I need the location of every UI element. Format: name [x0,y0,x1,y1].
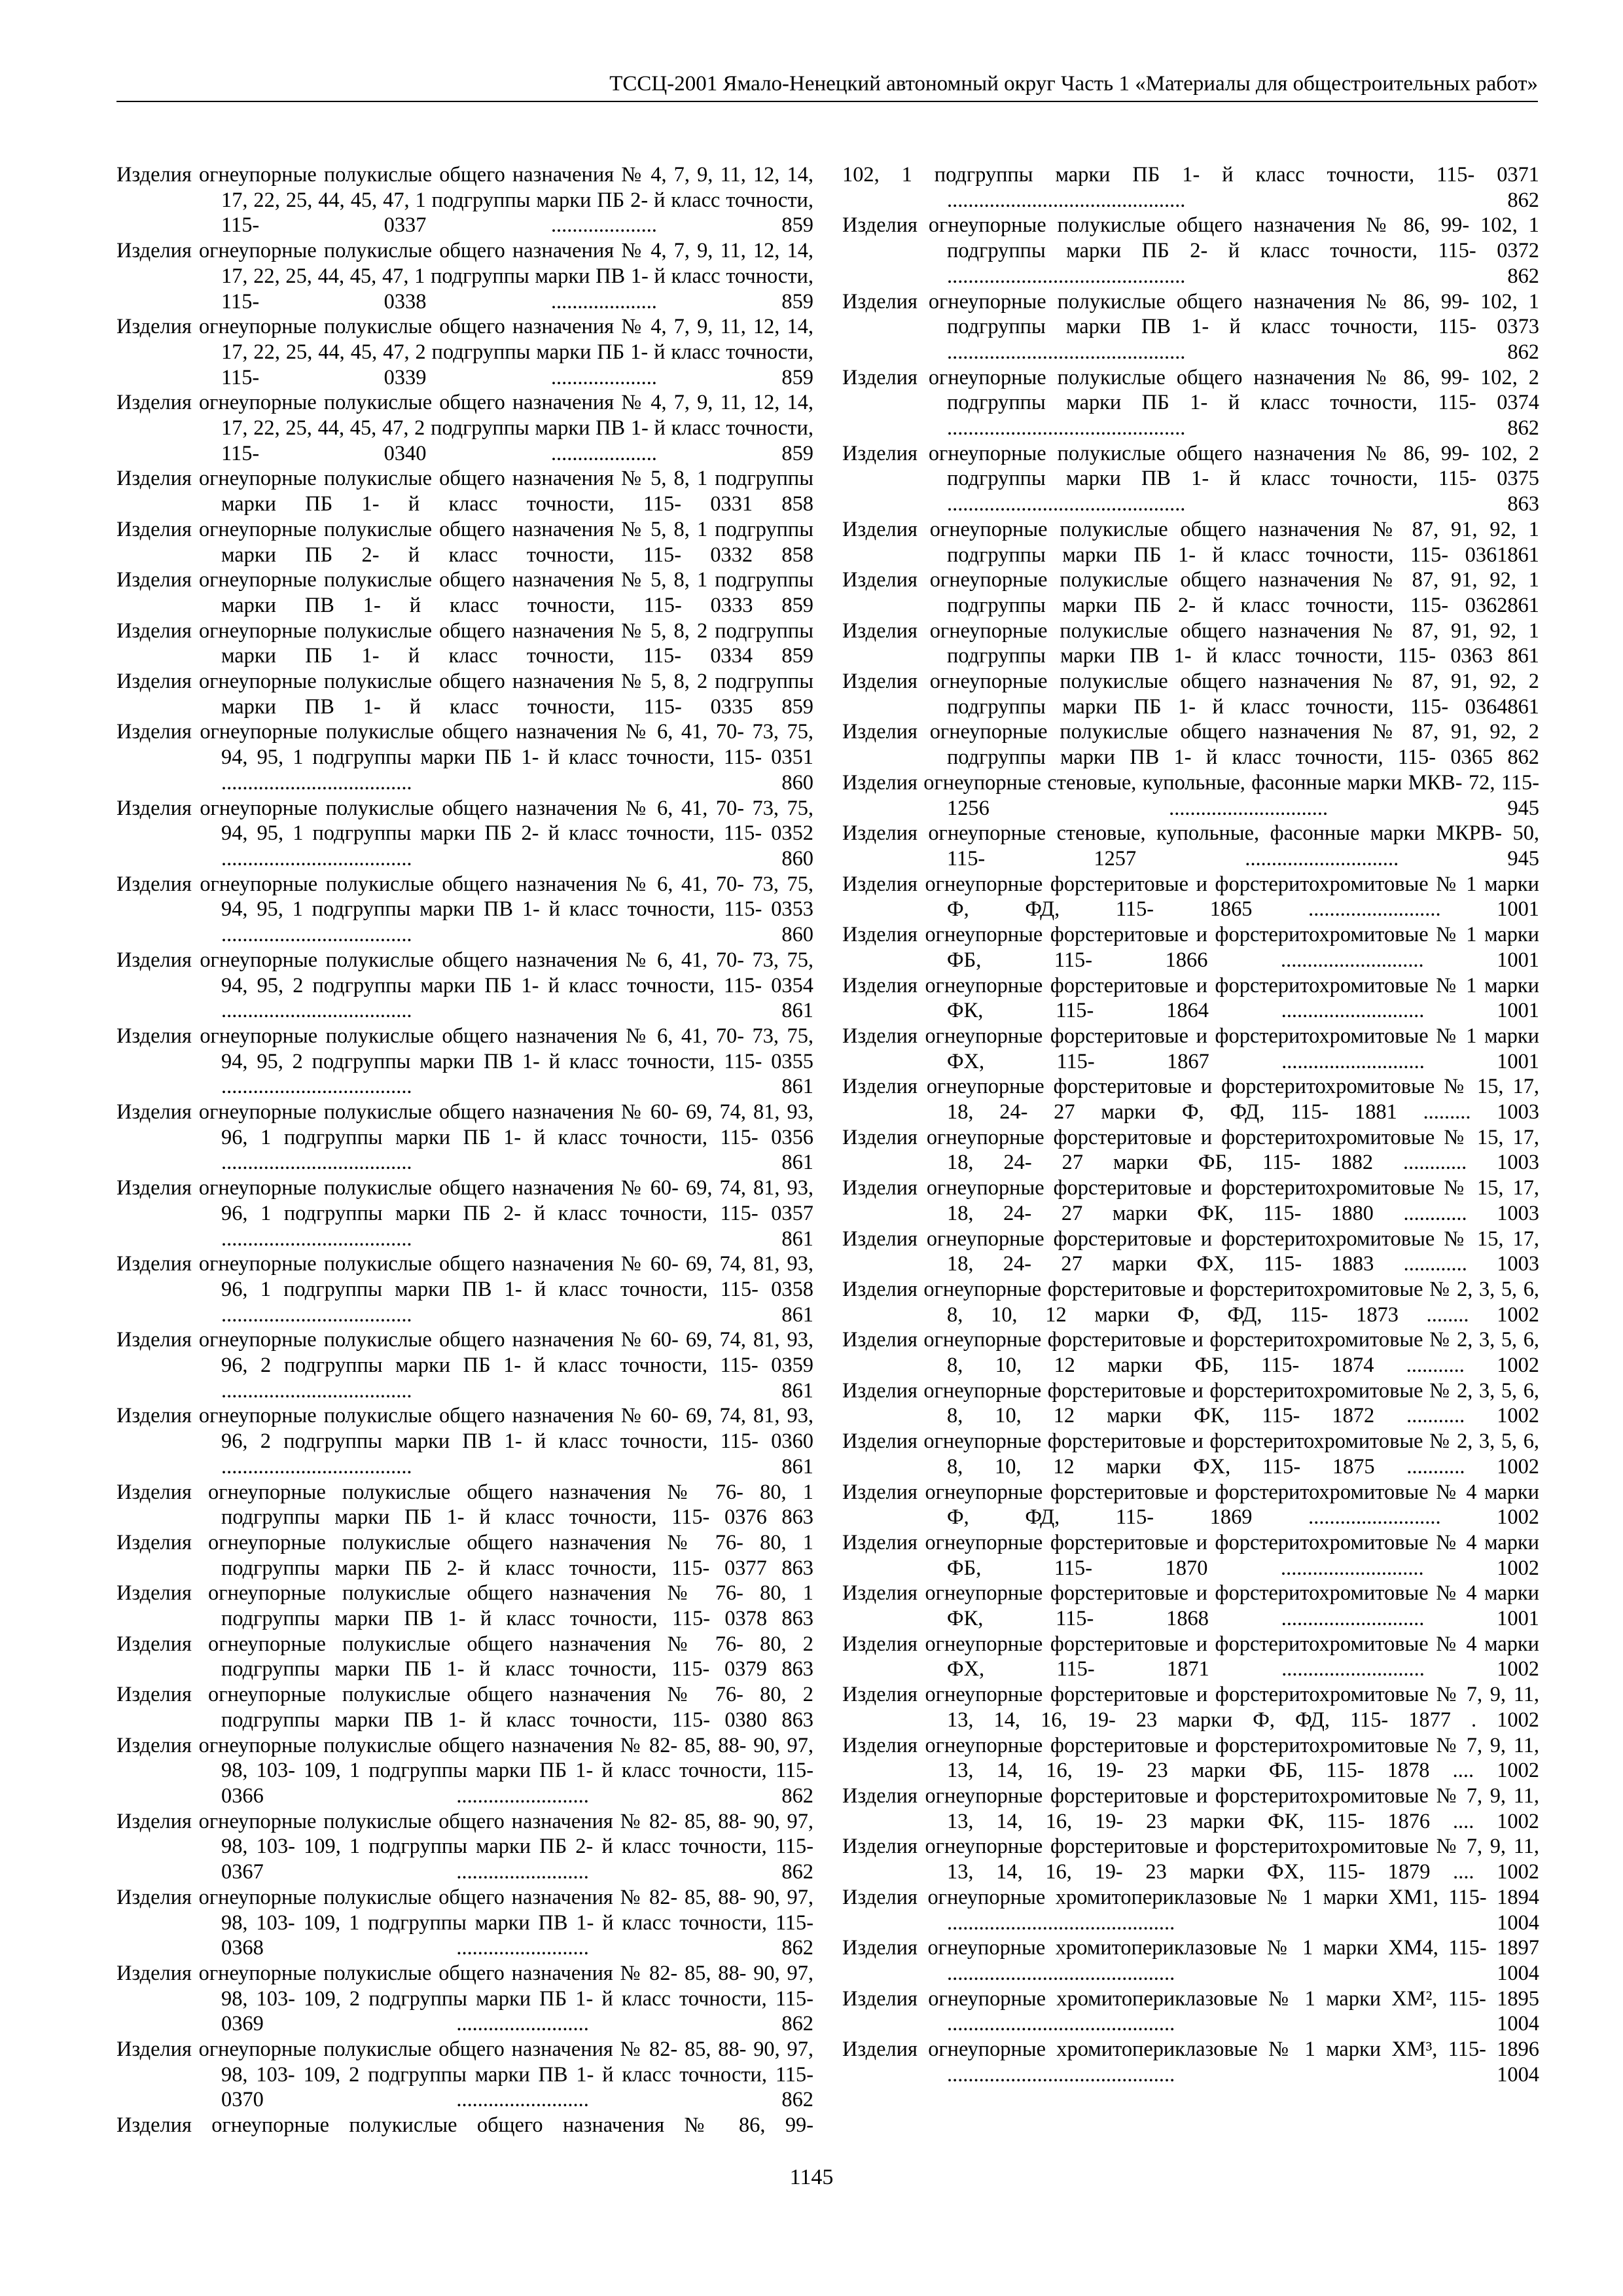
index-entry: Изделия огнеупорные полукислые общего назначения № 5, 8, 1 подгруппы марки ПБ 2- й класс точности, 115- 0332 858 [116,517,813,567]
index-entry: Изделия огнеупорные полукислые общего назначения № 82- 85, 88- 90, 97, 98, 103- 109, 2 подгруппы марки ПВ 1- й класс точности, 115- 0370 ......................... 862 [116,2037,813,2112]
index-entry: Изделия огнеупорные полукислые общего назначения № 60- 69, 74, 81, 93, 96, 1 подгруппы марки ПВ 1- й класс точности, 115- 0358 .................................... 861 [116,1252,813,1327]
index-entry: Изделия огнеупорные форстеритовые и форстеритохромитовые № 7, 9, 11, 13, 14, 16, 19- 23 марки ФБ, 115- 1878 .... 1002 [842,1733,1539,1783]
index-entry: Изделия огнеупорные форстеритовые и форстеритохромитовые № 1 марки ФК, 115- 1864 ........................... 1001 [842,973,1539,1023]
index-entry: Изделия огнеупорные полукислые общего назначения № 6, 41, 70- 73, 75, 94, 95, 1 подгруппы марки ПБ 1- й класс точности, 115- 0351 .................................... 860 [116,720,813,795]
index-entry: Изделия огнеупорные полукислые общего назначения № 86, 99- [116,2113,813,2138]
index-entry: Изделия огнеупорные форстеритовые и форстеритохромитовые № 15, 17, 18, 24- 27 марки Ф, ФД, 115- 1881 ......... 1003 [842,1075,1539,1124]
index-entry: Изделия огнеупорные форстеритовые и форстеритохромитовые № 2, 3, 5, 6, 8, 10, 12 марки ФБ, 115- 1874 ........... 1002 [842,1328,1539,1378]
index-entry: Изделия огнеупорные полукислые общего назначения № 82- 85, 88- 90, 97, 98, 103- 109, 1 подгруппы марки ПБ 1- й класс точности, 115- 0366 ......................... 862 [116,1733,813,1808]
index-entry: Изделия огнеупорные полукислые общего назначения № 5, 8, 2 подгруппы марки ПВ 1- й класс точности, 115- 0335 859 [116,670,813,719]
index-entry: Изделия огнеупорные полукислые общего назначения № 60- 69, 74, 81, 93, 96, 1 подгруппы марки ПБ 1- й класс точности, 115- 0356 .................................... 861 [116,1100,813,1175]
index-entry: Изделия огнеупорные стеновые, купольные, фасонные марки МКВ- 72, 115- 1256 .............................. 945 [842,770,1539,820]
index-entry: Изделия огнеупорные форстеритовые и форстеритохромитовые № 15, 17, 18, 24- 27 марки ФБ, 115- 1882 ............ 1003 [842,1125,1539,1175]
index-entry: Изделия огнеупорные полукислые общего назначения № 60- 69, 74, 81, 93, 96, 1 подгруппы марки ПБ 2- й класс точности, 115- 0357 .................................... 861 [116,1176,813,1251]
index-entry: Изделия огнеупорные форстеритовые и форстеритохромитовые № 1 марки ФБ, 115- 1866 ........................... 1001 [842,923,1539,972]
index-entry: Изделия огнеупорные полукислые общего назначения № 6, 41, 70- 73, 75, 94, 95, 2 подгруппы марки ПБ 1- й класс точности, 115- 0354 .................................... 861 [116,948,813,1023]
index-entry: Изделия огнеупорные форстеритовые и форстеритохромитовые № 7, 9, 11, 13, 14, 16, 19- 23 марки ФХ, 115- 1879 .... 1002 [842,1835,1539,1884]
index-entry: Изделия огнеупорные полукислые общего назначения № 6, 41, 70- 73, 75, 94, 95, 2 подгруппы марки ПВ 1- й класс точности, 115- 0355 .................................... 861 [116,1024,813,1099]
index-entry: Изделия огнеупорные полукислые общего назначения № 82- 85, 88- 90, 97, 98, 103- 109, 1 подгруппы марки ПВ 1- й класс точности, 115- 0368 ......................... 862 [116,1885,813,1960]
page-number: 1145 [789,2165,834,2189]
index-entry: Изделия огнеупорные полукислые общего назначения № 4, 7, 9, 11, 12, 14, 17, 22, 25, 44, 45, 47, 1 подгруппы марки ПБ 2- й класс точности, 115- 0337 .................... 859 [116,163,813,238]
index-entry: Изделия огнеупорные форстеритовые и форстеритохромитовые № 4 марки ФБ, 115- 1870 ........................... 1002 [842,1530,1539,1580]
index-entry: Изделия огнеупорные полукислые общего назначения № 87, 91, 92, 1 подгруппы марки ПБ 1- й класс точности, 115- 0361861 [842,517,1539,567]
index-entry: Изделия огнеупорные форстеритовые и форстеритохромитовые № 2, 3, 5, 6, 8, 10, 12 марки ФК, 115- 1872 ........... 1002 [842,1378,1539,1428]
index-entry: Изделия огнеупорные форстеритовые и форстеритохромитовые № 1 марки Ф, ФД, 115- 1865 ......................... 1001 [842,872,1539,922]
index-entry: Изделия огнеупорные полукислые общего назначения № 76- 80, 1 подгруппы марки ПБ 1- й класс точности, 115- 0376 863 [116,1480,813,1530]
index-entry: Изделия огнеупорные хромитопериклазовые № 1 марки ХМ4, 115- 1897 ........................................... 1004 [842,1936,1539,1985]
running-header: ТССЦ-2001 Ямало-Ненецкий автономный округ Часть 1 «Материалы для общестроительных работ» [116,71,1538,102]
index-entry: Изделия огнеупорные полукислые общего назначения № 82- 85, 88- 90, 97, 98, 103- 109, 1 подгруппы марки ПБ 2- й класс точности, 115- 0367 ......................... 862 [116,1809,813,1884]
index-entry: Изделия огнеупорные полукислые общего назначения № 60- 69, 74, 81, 93, 96, 2 подгруппы марки ПВ 1- й класс точности, 115- 0360 .................................... 861 [116,1404,813,1479]
index-entry: Изделия огнеупорные форстеритовые и форстеритохромитовые № 4 марки ФХ, 115- 1871 ........................... 1002 [842,1632,1539,1681]
index-column-right [842,162,1539,2087]
index-entry: Изделия огнеупорные форстеритовые и форстеритохромитовые № 2, 3, 5, 6, 8, 10, 12 марки ФХ, 115- 1875 ........... 1002 [842,1429,1539,1479]
index-entry: Изделия огнеупорные полукислые общего назначения № 4, 7, 9, 11, 12, 14, 17, 22, 25, 44, 45, 47, 2 подгруппы марки ПБ 1- й класс точности, 115- 0339 .................... 859 [116,315,813,389]
index-entry: Изделия огнеупорные полукислые общего назначения № 76- 80, 1 подгруппы марки ПВ 1- й класс точности, 115- 0378 863 [116,1581,813,1631]
index-entry: Изделия огнеупорные хромитопериклазовые № 1 марки ХМ1, 115- 1894 ........................................... 1004 [842,1885,1539,1935]
index-entry: Изделия огнеупорные форстеритовые и форстеритохромитовые № 2, 3, 5, 6, 8, 10, 12 марки Ф, ФД, 115- 1873 ........ 1002 [842,1277,1539,1327]
index-entry: Изделия огнеупорные форстеритовые и форстеритохромитовые № 4 марки ФК, 115- 1868 ........................... 1001 [842,1581,1539,1631]
index-entry: Изделия огнеупорные полукислые общего назначения № 76- 80, 2 подгруппы марки ПБ 1- й класс точности, 115- 0379 863 [116,1632,813,1681]
index-entry: Изделия огнеупорные форстеритовые и форстеритохромитовые № 7, 9, 11, 13, 14, 16, 19- 23 марки Ф, ФД, 115- 1877 . 1002 [842,1683,1539,1732]
index-entry: Изделия огнеупорные полукислые общего назначения № 6, 41, 70- 73, 75, 94, 95, 1 подгруппы марки ПВ 1- й класс точности, 115- 0353 .................................... 860 [116,872,813,947]
index-entry: Изделия огнеупорные форстеритовые и форстеритохромитовые № 7, 9, 11, 13, 14, 16, 19- 23 марки ФК, 115- 1876 .... 1002 [842,1784,1539,1833]
index-entry: Изделия огнеупорные полукислые общего назначения № 60- 69, 74, 81, 93, 96, 2 подгруппы марки ПБ 1- й класс точности, 115- 0359 .................................... 861 [116,1328,813,1403]
index-entry: Изделия огнеупорные стеновые, купольные, фасонные марки МКРВ- 50, 115- 1257 ............................. 945 [842,821,1539,870]
index-entry: Изделия огнеупорные полукислые общего назначения № 86, 99- 102, 1 подгруппы марки ПВ 1- й класс точности, 115- 0373 ............................................. 862 [842,289,1539,364]
index-entry: Изделия огнеупорные полукислые общего назначения № 4, 7, 9, 11, 12, 14, 17, 22, 25, 44, 45, 47, 1 подгруппы марки ПВ 1- й класс точности, 115- 0338 .................... 859 [116,239,813,314]
index-entry: Изделия огнеупорные полукислые общего назначения № 86, 99- 102, 2 подгруппы марки ПБ 1- й класс точности, 115- 0374 ............................................. 862 [842,365,1539,440]
index-entry: Изделия огнеупорные полукислые общего назначения № 6, 41, 70- 73, 75, 94, 95, 1 подгруппы марки ПБ 2- й класс точности, 115- 0352 .................................... 860 [116,796,813,870]
index-column-left [116,162,813,2138]
index-entry: Изделия огнеупорные полукислые общего назначения № 5, 8, 2 подгруппы марки ПБ 1- й класс точности, 115- 0334 859 [116,619,813,668]
index-entry: Изделия огнеупорные полукислые общего назначения № 4, 7, 9, 11, 12, 14, 17, 22, 25, 44, 45, 47, 2 подгруппы марки ПВ 1- й класс точности, 115- 0340 .................... 859 [116,391,813,465]
index-entry: 102, 1 подгруппы марки ПБ 1- й класс точности, 115- 0371 ............................................. 862 [842,163,1539,212]
index-entry: Изделия огнеупорные форстеритовые и форстеритохромитовые № 15, 17, 18, 24- 27 марки ФК, 115- 1880 ............ 1003 [842,1176,1539,1225]
index-entry: Изделия огнеупорные хромитопериклазовые № 1 марки ХМ², 115- 1895 ........................................... 1004 [842,1986,1539,2036]
index-entry: Изделия огнеупорные полукислые общего назначения № 87, 91, 92, 2 подгруппы марки ПБ 1- й класс точности, 115- 0364861 [842,670,1539,719]
index-entry: Изделия огнеупорные форстеритовые и форстеритохромитовые № 1 марки ФХ, 115- 1867 ........................... 1001 [842,1024,1539,1073]
index-entry: Изделия огнеупорные полукислые общего назначения № 87, 91, 92, 2 подгруппы марки ПВ 1- й класс точности, 115- 0365 862 [842,720,1539,770]
index-entry: Изделия огнеупорные форстеритовые и форстеритохромитовые № 15, 17, 18, 24- 27 марки ФХ, 115- 1883 ............ 1003 [842,1227,1539,1276]
index-entry: Изделия огнеупорные полукислые общего назначения № 82- 85, 88- 90, 97, 98, 103- 109, 2 подгруппы марки ПБ 1- й класс точности, 115- 0369 ......................... 862 [116,1961,813,2036]
index-entry: Изделия огнеупорные полукислые общего назначения № 5, 8, 1 подгруппы марки ПВ 1- й класс точности, 115- 0333 859 [116,568,813,617]
index-entry: Изделия огнеупорные полукислые общего назначения № 87, 91, 92, 1 подгруппы марки ПБ 2- й класс точности, 115- 0362861 [842,568,1539,617]
index-entry: Изделия огнеупорные полукислые общего назначения № 76- 80, 1 подгруппы марки ПБ 2- й класс точности, 115- 0377 863 [116,1530,813,1580]
index-entry: Изделия огнеупорные полукислые общего назначения № 76- 80, 2 подгруппы марки ПВ 1- й класс точности, 115- 0380 863 [116,1683,813,1732]
index-entry: Изделия огнеупорные хромитопериклазовые № 1 марки ХМ³, 115- 1896 ........................................... 1004 [842,2037,1539,2087]
index-entry: Изделия огнеупорные полукислые общего назначения № 86, 99- 102, 1 подгруппы марки ПБ 2- й класс точности, 115- 0372 ............................................. 862 [842,213,1539,288]
index-entry: Изделия огнеупорные форстеритовые и форстеритохромитовые № 4 марки Ф, ФД, 115- 1869 ......................... 1002 [842,1480,1539,1530]
index-entry: Изделия огнеупорные полукислые общего назначения № 5, 8, 1 подгруппы марки ПБ 1- й класс точности, 115- 0331 858 [116,467,813,516]
index-entry: Изделия огнеупорные полукислые общего назначения № 87, 91, 92, 1 подгруппы марки ПВ 1- й класс точности, 115- 0363 861 [842,619,1539,668]
index-entry: Изделия огнеупорные полукислые общего назначения № 86, 99- 102, 2 подгруппы марки ПВ 1- й класс точности, 115- 0375 ............................................. 863 [842,441,1539,516]
